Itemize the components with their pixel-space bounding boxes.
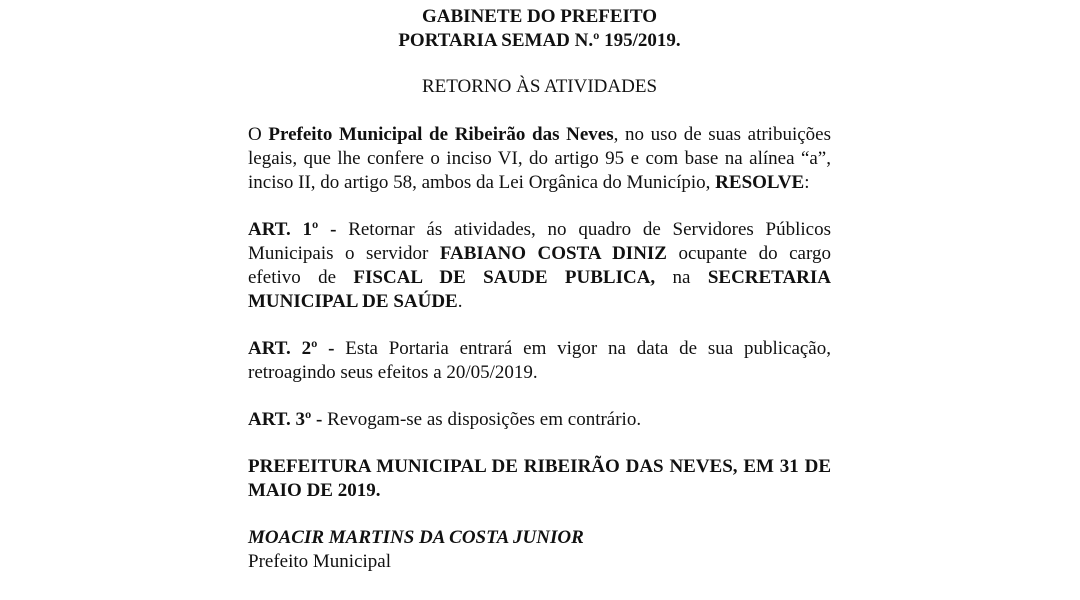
employee-department: SECRETARIA MUNICIPAL DE SAÚDE [248,267,832,312]
article-2-text: Esta Portaria entrará em vigor na data de sua publicação, retroagindo seus efeitos a 20/05/2019. [248,338,831,383]
article-3-label: ART. 3º - [248,409,328,430]
article-1-text-4: . [457,291,463,312]
article-2 [248,337,831,385]
article-1-text-1: Retornar ás atividades, no quadro de Servidores Públicos Municipais o servidor [248,219,832,264]
signer-title: Prefeito Municipal [248,551,391,572]
employee-position: FISCAL DE SAUDE PUBLICA, [353,267,656,288]
article-2-label: ART. 2º - [248,338,346,359]
mayor-office-name: Prefeito Municipal de Ribeirão das Neves [268,124,614,145]
preamble-text-2: , no uso de suas atribuições legais, que lhe confere o inciso VI, do artigo 95 e com base na alínea “a”, inciso II, do artigo 58, ambos da Lei Orgânica do Município, [248,124,831,193]
ordinance-subject: RETORNO ÀS ATIVIDADES [421,76,658,97]
preamble-text-1: O [248,124,269,145]
employee-name: FABIANO COSTA DINIZ [439,243,667,264]
office-heading: GABINETE DO PREFEITO [421,6,658,27]
article-1-text-2: ocupante do cargo efetivo de [248,243,831,288]
article-1-text-3: na [655,267,708,288]
resolve-keyword: RESOLVE [715,172,805,193]
article-1-label: ART. 1º - [248,219,349,240]
signature-block [248,526,831,574]
signer-name: MOACIR MARTINS DA COSTA JUNIOR [248,527,584,548]
article-3-text: Revogam-se as disposições em contrário. [327,409,642,430]
article-3 [248,408,831,432]
article-1 [248,218,831,314]
closing-text: PREFEITURA MUNICIPAL DE RIBEIRÃO DAS NEVES, EM 31 DE MAIO DE 2019. [248,456,831,501]
closing-statement [248,455,831,503]
ordinance-document [248,5,831,574]
ordinance-number: PORTARIA SEMAD N.º 195/2019. [398,30,681,51]
preamble-text-3: : [804,172,810,193]
preamble-paragraph [248,123,831,195]
